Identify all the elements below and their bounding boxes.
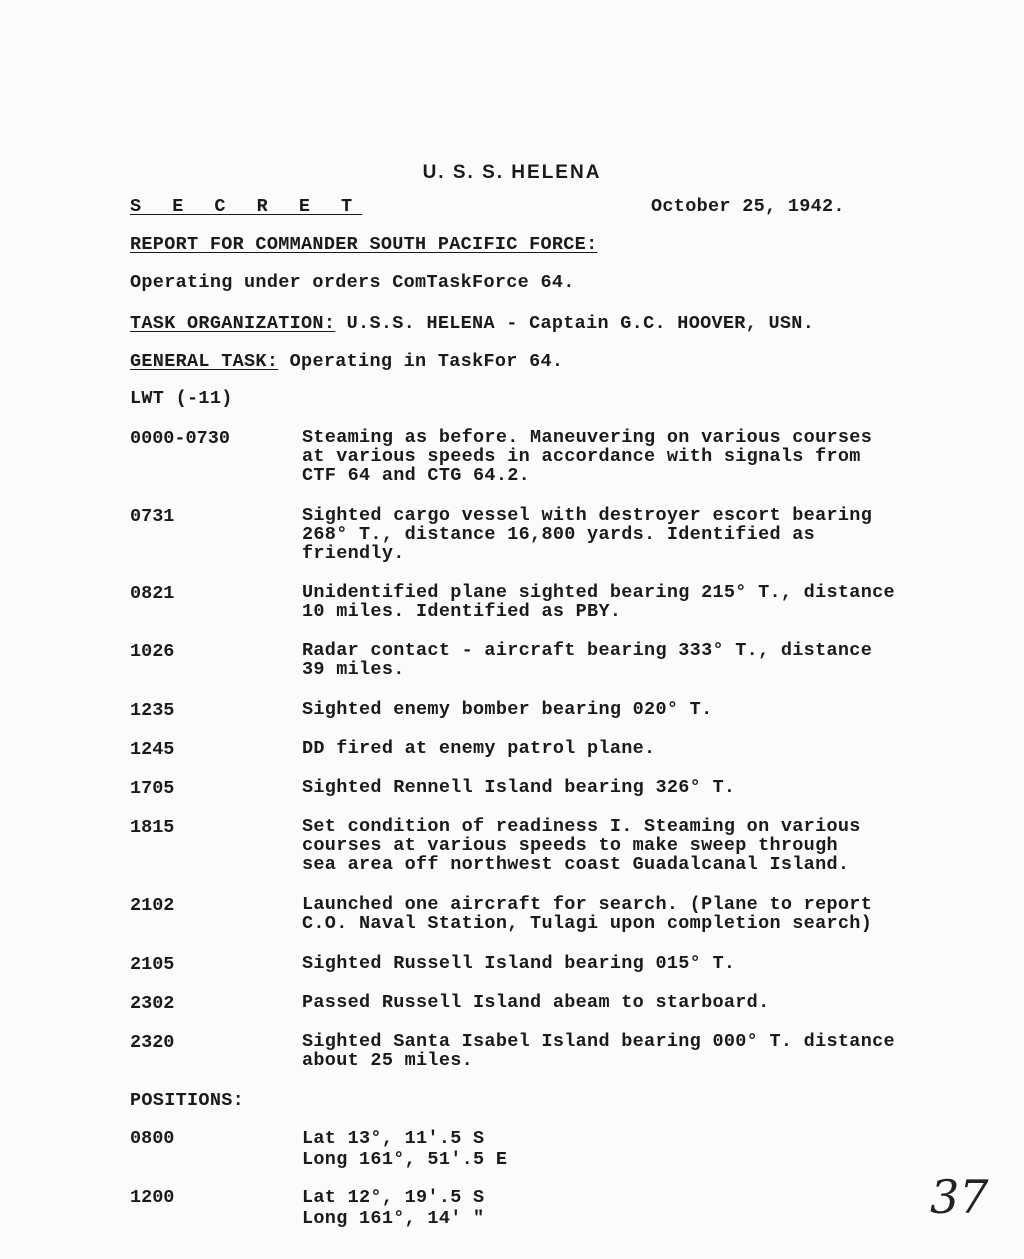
log-text: Radar contact - aircraft bearing 333° T., distance 39 miles. — [302, 640, 873, 680]
report-heading: REPORT FOR COMMANDER SOUTH PACIFIC FORCE: — [130, 234, 598, 255]
position-time: 0800 — [130, 1128, 175, 1149]
log-time: 2105 — [130, 954, 175, 975]
position-coords: Lat 12°, 19'.5 S Long 161°, 14' " — [302, 1187, 485, 1229]
log-text: Launched one aircraft for search. (Plane to report C.O. Naval Station, Tulagi upon completion search) — [302, 894, 873, 934]
positions-heading: POSITIONS: — [130, 1090, 245, 1111]
log-text: Set condition of readiness I. Steaming on various courses at various speeds to make sweep through sea area off northwest coast Guadalcanal Island. — [302, 816, 861, 875]
general-task — [130, 351, 563, 372]
log-text: Sighted cargo vessel with destroyer escort bearing 268° T., distance 16,800 yards. Identified as friendly. — [302, 505, 873, 564]
log-time: 2320 — [130, 1032, 175, 1053]
log-time: 0000-0730 — [130, 428, 230, 449]
general-task-value: Operating in TaskFor 64. — [278, 351, 564, 372]
time-zone: LWT (-11) — [130, 388, 233, 409]
log-text: Unidentified plane sighted bearing 215° T., distance 10 miles. Identified as PBY. — [302, 582, 895, 622]
log-time: 1815 — [130, 817, 175, 838]
log-time: 1245 — [130, 739, 175, 760]
log-text: Sighted Russell Island bearing 015° T. — [302, 953, 736, 974]
log-text: Sighted enemy bomber bearing 020° T. — [302, 699, 713, 720]
log-text: Sighted Rennell Island bearing 326° T. — [302, 777, 736, 798]
general-task-label: GENERAL TASK: — [130, 351, 279, 372]
log-text: Steaming as before. Maneuvering on various courses at various speeds in accordance with signals from CTF 64 and CTG 64.2. — [302, 427, 873, 486]
position-time: 1200 — [130, 1187, 175, 1208]
task-organization-label: TASK ORGANIZATION: — [130, 313, 336, 334]
log-text: Passed Russell Island abeam to starboard. — [302, 992, 770, 1013]
log-time: 1026 — [130, 641, 175, 662]
log-time: 1705 — [130, 778, 175, 799]
handwritten-page-number: 37 — [930, 1170, 989, 1224]
report-date: October 25, 1942. — [651, 196, 845, 217]
log-time: 2302 — [130, 993, 175, 1014]
log-text: Sighted Santa Isabel Island bearing 000° T. distance about 25 miles. — [302, 1031, 895, 1071]
operating-orders: Operating under orders ComTaskForce 64. — [130, 272, 575, 293]
ship-title: U. S. S. HELENA — [422, 162, 602, 183]
log-time: 0821 — [130, 583, 175, 604]
log-time: 2102 — [130, 895, 175, 916]
log-time: 1235 — [130, 700, 175, 721]
position-coords: Lat 13°, 11'.5 S Long 161°, 51'.5 E — [302, 1128, 508, 1170]
task-organization — [130, 313, 814, 334]
task-organization-value: U.S.S. HELENA - Captain G.C. HOOVER, USN. — [335, 313, 815, 334]
log-text: DD fired at enemy patrol plane. — [302, 738, 656, 759]
log-time: 0731 — [130, 506, 175, 527]
classification-mark: S E C R E T — [130, 196, 363, 217]
